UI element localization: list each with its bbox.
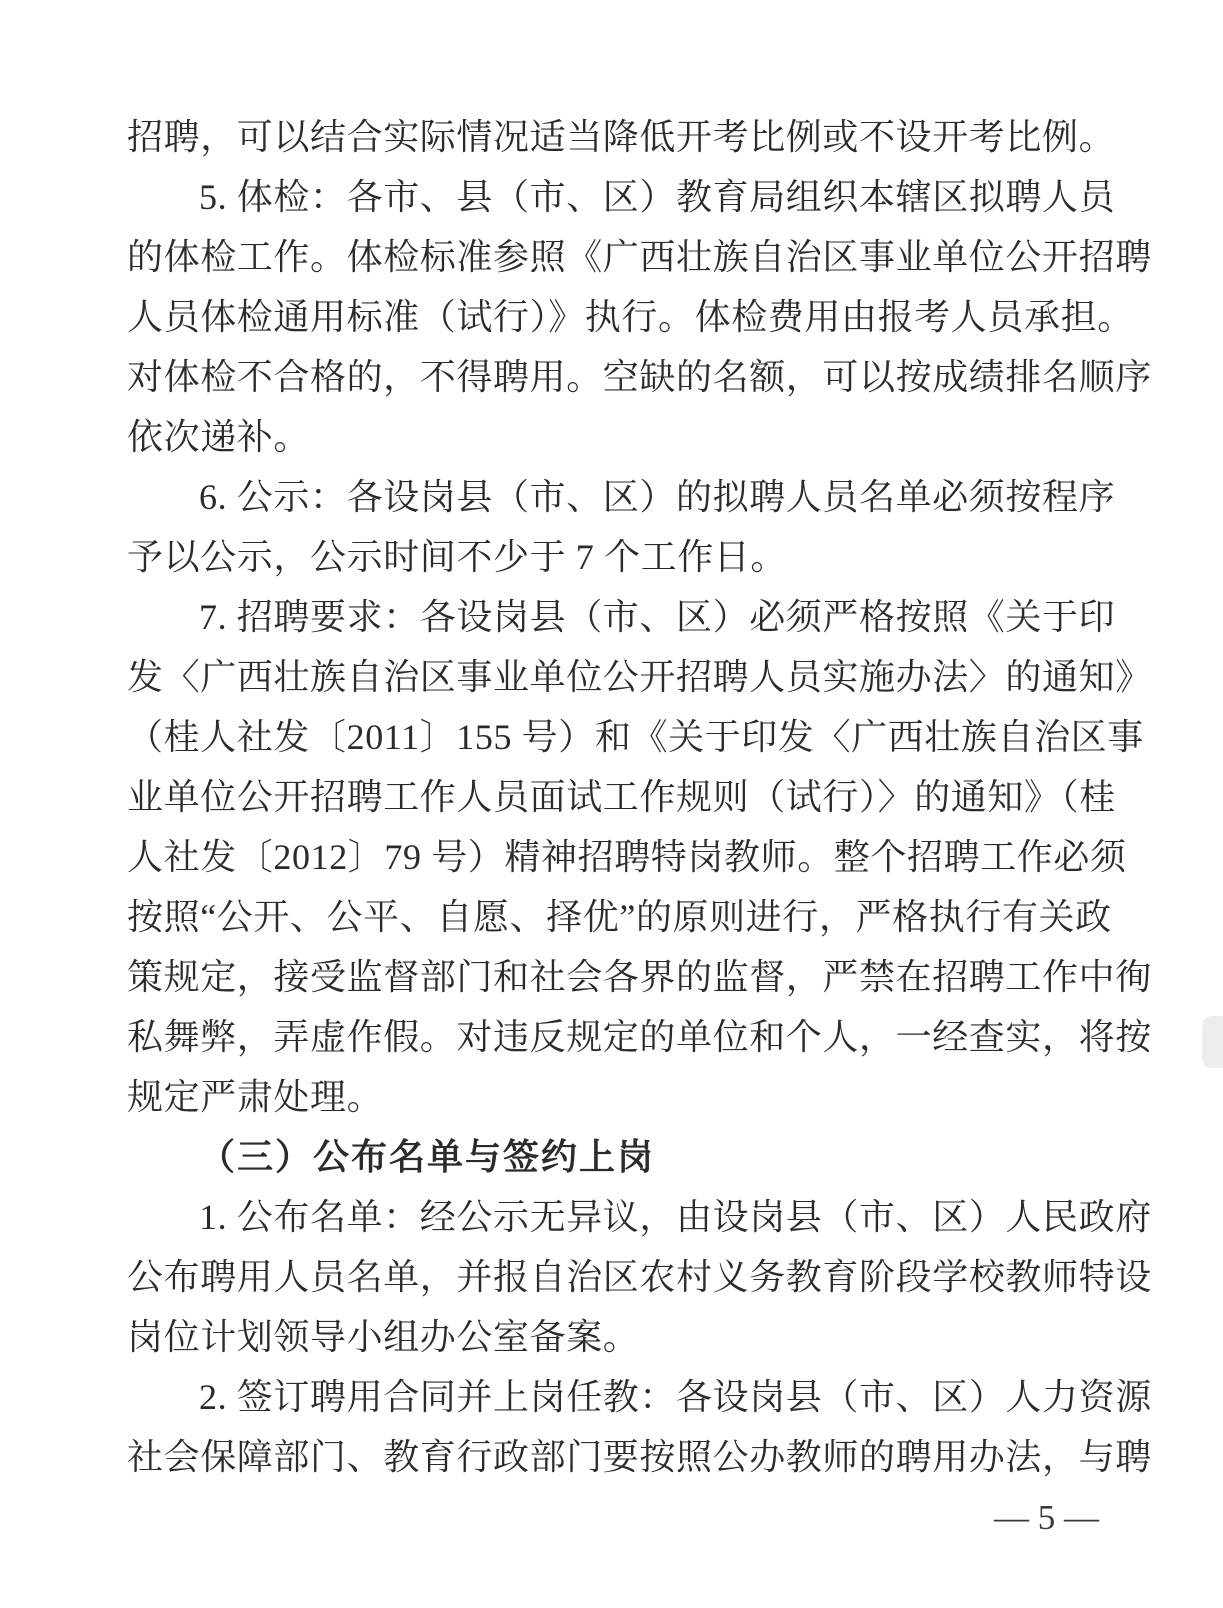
text-line: 予以公示，公示时间不少于 7 个工作日。 xyxy=(127,537,788,577)
text-line: 对体检不合格的，不得聘用。空缺的名额，可以按成绩排名顺序 xyxy=(127,357,1152,397)
text-line: 业单位公开招聘工作人员面试工作规则（试行）〉的通知》（桂 xyxy=(127,777,1116,817)
text-line: 招聘，可以结合实际情况适当降低开考比例或不设开考比例。 xyxy=(127,117,1116,157)
text-line: 7. 招聘要求：各设岗县（市、区）必须严格按照《关于印 xyxy=(199,597,1116,637)
text-line: 策规定，接受监督部门和社会各界的监督，严禁在招聘工作中徇 xyxy=(127,957,1152,997)
document-text-block xyxy=(127,107,1152,1487)
text-line: （桂人社发〔2011〕155 号）和《关于印发〈广西壮族自治区事 xyxy=(127,717,1144,757)
text-line: 1. 公布名单：经公示无异议，由设岗县（市、区）人民政府 xyxy=(199,1197,1152,1237)
text-line: 私舞弊，弄虚作假。对违反规定的单位和个人，一经查实，将按 xyxy=(127,1017,1152,1057)
text-line: 按照“公开、公平、自愿、择优”的原则进行，严格执行有关政 xyxy=(127,897,1112,937)
text-line: 6. 公示：各设岗县（市、区）的拟聘人员名单必须按程序 xyxy=(199,477,1116,517)
text-line: 的体检工作。体检标准参照《广西壮族自治区事业单位公开招聘 xyxy=(127,237,1152,277)
text-line: 发〈广西壮族自治区事业单位公开招聘人员实施办法〉的通知》 xyxy=(127,657,1152,697)
section-heading: （三）公布名单与签约上岗 xyxy=(199,1137,656,1177)
text-line: 社会保障部门、教育行政部门要按照公办教师的聘用办法，与聘 xyxy=(127,1437,1152,1477)
page-number: — 5 — xyxy=(994,1498,1099,1537)
text-line: 依次递补。 xyxy=(127,417,311,457)
text-line: 5. 体检：各市、县（市、区）教育局组织本辖区拟聘人员 xyxy=(199,177,1116,217)
text-line: 2. 签订聘用合同并上岗任教：各设岗县（市、区）人力资源 xyxy=(199,1377,1152,1417)
text-line: 规定严肃处理。 xyxy=(127,1077,384,1117)
text-line: 公布聘用人员名单，并报自治区农村义务教育阶段学校教师特设 xyxy=(127,1257,1152,1297)
text-line: 人员体检通用标准（试行）》执行。体检费用由报考人员承担。 xyxy=(127,297,1134,337)
text-line: 岗位计划领导小组办公室备案。 xyxy=(127,1317,640,1357)
text-line: 人社发〔2012〕79 号）精神招聘特岗教师。整个招聘工作必须 xyxy=(127,837,1127,877)
scrollbar-thumb[interactable] xyxy=(1202,1016,1223,1068)
